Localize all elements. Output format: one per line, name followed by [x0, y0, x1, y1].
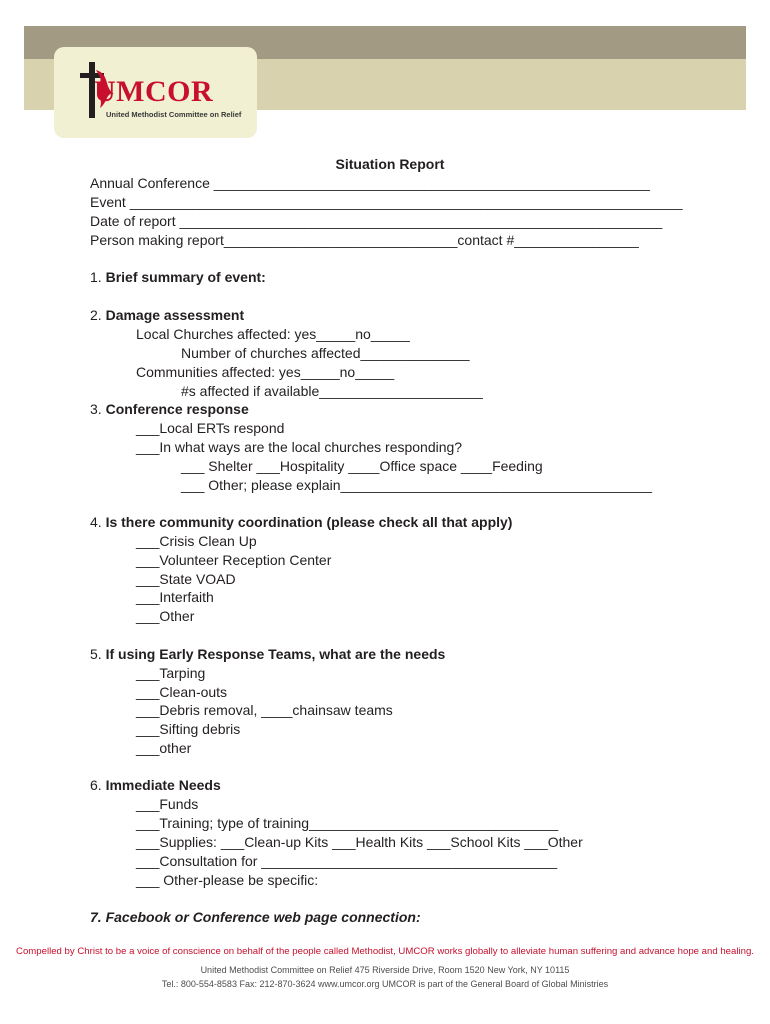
funds-checkbox-line[interactable]: ___Funds: [136, 796, 199, 812]
section-1-heading: [90, 269, 266, 285]
section-5-heading: [90, 646, 445, 662]
section-number: 4.: [90, 514, 106, 530]
footer-contact: Tel.: 800-554-8583 Fax: 212-870-3624 www.umcor.org UMCOR is part of the General Board of Global Ministries: [161, 979, 609, 989]
section-title: Brief summary of event:: [105, 269, 266, 285]
person-making-report-field[interactable]: Person making report______________________________contact #________________: [90, 232, 639, 248]
section-title: Conference response: [105, 401, 249, 417]
supplies-checkbox-line[interactable]: ___Supplies: ___Clean-up Kits ___Health Kits ___School Kits ___Other: [136, 834, 583, 850]
other-coordination-checkbox-line[interactable]: ___Other: [136, 608, 195, 624]
section-title: Damage assessment: [105, 307, 245, 323]
section-number: 3.: [90, 401, 106, 417]
logo-subtitle: United Methodist Committee on Relief: [106, 110, 242, 119]
section-title: If using Early Response Teams, what are the needs: [105, 646, 446, 662]
response-types-checkbox-line[interactable]: ___ Shelter ___Hospitality ____Office space ____Feeding: [181, 458, 543, 474]
section-number: 1.: [90, 269, 106, 285]
section-7-heading: 7. Facebook or Conference web page connection:: [90, 909, 421, 925]
section-number: 6.: [90, 777, 106, 793]
numbers-affected-field[interactable]: #s affected if available_____________________: [181, 383, 483, 399]
communities-affected-field[interactable]: Communities affected: yes_____no_____: [136, 364, 395, 380]
local-churches-affected-field[interactable]: Local Churches affected: yes_____no_____: [136, 326, 410, 342]
section-6-heading: [90, 777, 221, 793]
crisis-clean-up-checkbox-line[interactable]: ___Crisis Clean Up: [136, 533, 257, 549]
other-ert-checkbox-line[interactable]: ___other: [136, 740, 192, 756]
local-erts-checkbox-line[interactable]: ___Local ERTs respond: [136, 420, 285, 436]
umcor-logo: [54, 47, 257, 138]
consultation-field[interactable]: ___Consultation for ______________________________________: [136, 853, 558, 869]
volunteer-reception-checkbox-line[interactable]: ___Volunteer Reception Center: [136, 552, 332, 568]
date-of-report-field[interactable]: Date of report ______________________________________________________________: [90, 213, 663, 229]
annual-conference-field[interactable]: Annual Conference ________________________________________________________: [90, 175, 650, 191]
section-3-heading: [90, 401, 249, 417]
interfaith-checkbox-line[interactable]: ___Interfaith: [136, 589, 214, 605]
debris-removal-checkbox-line[interactable]: ___Debris removal, ____chainsaw teams: [136, 702, 393, 718]
other-explain-field[interactable]: ___ Other; please explain________________________________________: [181, 477, 652, 493]
section-number: 5.: [90, 646, 106, 662]
page-title: Situation Report: [335, 156, 445, 172]
other-specific-checkbox-line[interactable]: ___ Other-please be specific:: [136, 872, 319, 888]
section-title: Immediate Needs: [105, 777, 221, 793]
logo-wordmark: UMCOR: [94, 75, 214, 108]
footer-address: United Methodist Committee on Relief 475 Riverside Drive, Room 1520 New York, NY 10115: [200, 965, 570, 975]
clean-outs-checkbox-line[interactable]: ___Clean-outs: [136, 684, 228, 700]
section-title: Is there community coordination (please check all that apply): [105, 514, 513, 530]
number-of-churches-field[interactable]: Number of churches affected______________: [181, 345, 470, 361]
event-field[interactable]: Event _______________________________________________________________________: [90, 194, 683, 210]
section-2-heading: [90, 307, 244, 323]
training-field[interactable]: ___Training; type of training________________________________: [136, 815, 559, 831]
churches-responding-checkbox-line[interactable]: ___In what ways are the local churches responding?: [136, 439, 463, 455]
tarping-checkbox-line[interactable]: ___Tarping: [136, 665, 206, 681]
section-number: 2.: [90, 307, 106, 323]
footer-mission-statement: Compelled by Christ to be a voice of conscience on behalf of the people called Methodist, UMCOR works globally to alleviate human suffering and advance hope and healing.: [16, 946, 754, 957]
state-voad-checkbox-line[interactable]: ___State VOAD: [136, 571, 236, 587]
section-4-heading: [90, 514, 512, 530]
sifting-debris-checkbox-line[interactable]: ___Sifting debris: [136, 721, 241, 737]
